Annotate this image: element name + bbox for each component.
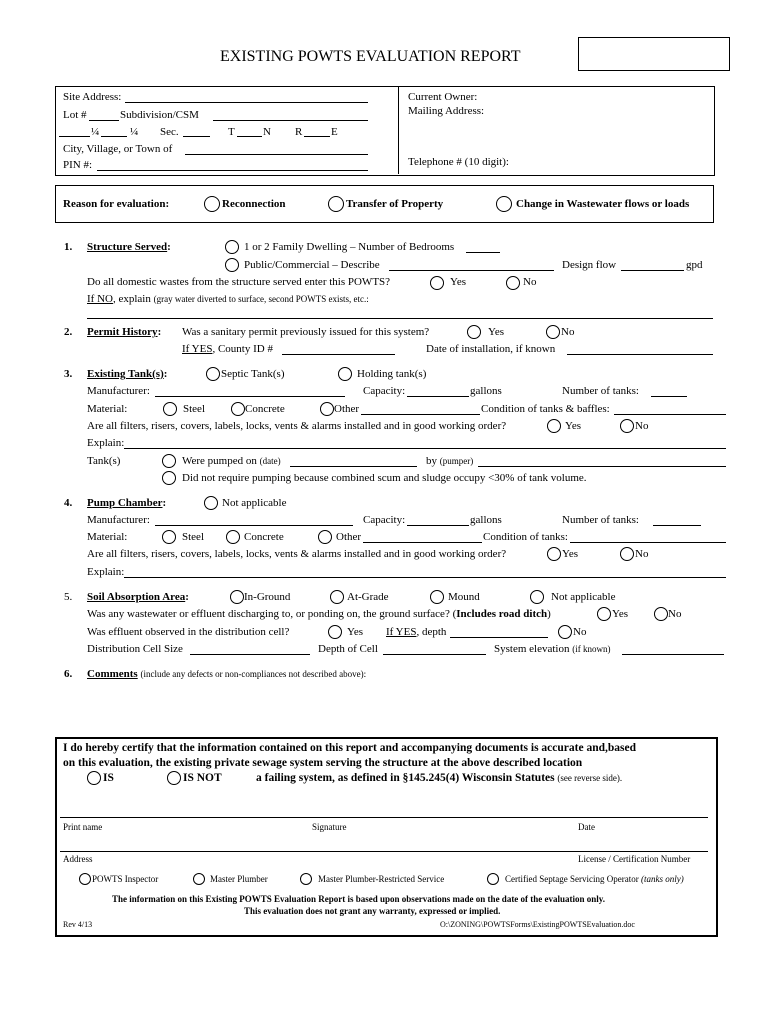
page-title: EXISTING POWTS EVALUATION REPORT [220, 48, 521, 65]
master-plumber-radio[interactable] [193, 873, 205, 885]
s5-q1-close: ) [547, 608, 551, 620]
s5-q2-yes-label: Yes [347, 626, 364, 638]
install-date-field[interactable] [567, 354, 713, 355]
site-info-box [55, 86, 715, 176]
s2-county-label: , County ID # [212, 343, 273, 355]
mound-radio[interactable] [430, 590, 444, 604]
s4-na-radio[interactable] [204, 496, 218, 510]
s3-capacity-field[interactable] [407, 396, 469, 397]
s5-na-label: Not applicable [551, 591, 616, 603]
at-grade-label: At-Grade [347, 591, 389, 603]
s5-q1: Was any wastewater or effluent discharging to, or ponding on, the ground surface? ( [87, 608, 457, 620]
s5-q2-no-radio[interactable] [558, 625, 572, 639]
s1-colon: : [167, 241, 171, 253]
t-field[interactable] [237, 136, 262, 137]
cert-note2: This evaluation does not grant any warranty, expressed or implied. [244, 906, 501, 916]
reason-transfer-label: Transfer of Property [346, 198, 444, 210]
by-label: by [426, 455, 437, 467]
s6-title: Comments [87, 668, 138, 680]
s4-manufacturer-label: Manufacturer: [87, 514, 150, 526]
signature-label: Signature [312, 822, 347, 832]
s1-number: 1. [64, 241, 73, 253]
s6-number: 6. [64, 668, 73, 680]
pumped-date-field[interactable] [290, 466, 417, 467]
s6-note: (include any defects or non-compliances not described above): [140, 669, 367, 679]
s4-num-tanks-field[interactable] [653, 525, 701, 526]
s3-colon: : [163, 368, 168, 380]
is-not-label: IS NOT [183, 772, 222, 784]
s1-if-no: If NO [87, 293, 113, 305]
r-field[interactable] [304, 136, 330, 137]
s2-yes-radio[interactable] [467, 325, 481, 339]
s3-condition-label: Condition of tanks & baffles: [481, 403, 610, 415]
s3-capacity-label: Capacity: [363, 385, 406, 397]
subdivision-label: Subdivision/CSM [120, 109, 199, 121]
name-signature-date-line[interactable] [60, 817, 708, 818]
cert-line1: I do hereby certify that the information contained on this report and accompanying documents is accurate and,based [63, 742, 636, 754]
s5-na-radio[interactable] [530, 590, 544, 604]
s5-q2-no-label: No [573, 626, 587, 638]
s5-depth-label: , depth [416, 626, 447, 638]
s3-steel-label: Steel [183, 403, 205, 415]
site-address-field[interactable] [125, 102, 368, 103]
bedrooms-field[interactable] [466, 252, 500, 253]
s3-no-radio[interactable] [620, 419, 634, 433]
mound-label: Mound [448, 591, 480, 603]
reason-transfer-radio[interactable] [328, 196, 344, 212]
lot-label: Lot # [63, 109, 87, 121]
city-field[interactable] [185, 154, 368, 155]
s1-question: Do all domestic wastes from the structure served enter this POWTS? [87, 276, 391, 288]
s3-explain-label: Explain: [87, 437, 125, 449]
sys-elev-if-known: (if known) [572, 644, 611, 654]
s3-number: 3. [64, 368, 73, 380]
s3-yes-label: Yes [565, 420, 582, 432]
cell-size-label: Distribution Cell Size [87, 643, 183, 655]
design-flow-label: Design flow [562, 259, 617, 271]
pin-label: PIN #: [63, 159, 93, 171]
s3-title: Existing Tank(s) [87, 368, 164, 380]
reason-change-radio[interactable] [496, 196, 512, 212]
is-label: IS [103, 772, 114, 784]
holding-tank-label: Holding tank(s) [357, 368, 427, 380]
cert-line2: on this evaluation, the existing private sewage system serving the structure at the above described location [63, 757, 583, 769]
s4-explain-field[interactable] [124, 577, 726, 578]
s3-tanks-label: Tank(s) [87, 455, 121, 467]
in-ground-label: In-Ground [244, 591, 291, 603]
s3-concrete-radio[interactable] [231, 402, 245, 416]
septic-tank-radio[interactable] [206, 367, 220, 381]
s4-other-field[interactable] [363, 542, 482, 543]
quarter1-label: ¼ [91, 126, 100, 138]
is-radio[interactable] [87, 771, 101, 785]
powts-inspector-radio[interactable] [79, 873, 91, 885]
s1-title: Structure Served [87, 241, 168, 253]
s3-no-label: No [635, 420, 649, 432]
s3-yes-radio[interactable] [547, 419, 561, 433]
not-require-pumping-radio[interactable] [162, 471, 176, 485]
s4-title: Pump Chamber [87, 497, 163, 509]
print-name-label: Print name [63, 822, 103, 832]
s4-na-label: Not applicable [222, 497, 287, 509]
permit-number-box[interactable] [578, 37, 730, 71]
s4-steel-label: Steel [182, 531, 204, 543]
failing-system-text: a failing system, as defined in §145.245(4) Wisconsin Statutes [256, 772, 555, 784]
s3-other-field[interactable] [361, 414, 480, 415]
public-commercial-radio[interactable] [225, 258, 239, 272]
license-label: License / Certification Number [578, 854, 691, 864]
sec-label: Sec. [160, 126, 179, 138]
s4-other-label: Other [336, 531, 362, 543]
describe-field[interactable] [389, 270, 554, 271]
s2-no-label: No [561, 326, 575, 338]
cert-note1: The information on this Existing POWTS Evaluation Report is based upon observations made on the date of the evaluation only. [112, 894, 606, 904]
date-label: Date [578, 822, 595, 832]
s2-no-radio[interactable] [546, 325, 560, 339]
s4-material-label: Material: [87, 531, 128, 543]
s3-manufacturer-label: Manufacturer: [87, 385, 150, 397]
s1-explain-note: (gray water diverted to surface, second POWTS exists, etc.: [153, 294, 369, 304]
s5-depth-field[interactable] [450, 637, 548, 638]
s2-if-yes: If YES [182, 343, 213, 355]
s4-explain-label: Explain: [87, 566, 125, 578]
s1-no-label: No [523, 276, 537, 288]
s1-no-radio[interactable] [506, 276, 520, 290]
sec-field[interactable] [183, 136, 210, 137]
s1-explain: , explain [112, 293, 151, 305]
pumped-date-label: (date) [259, 456, 281, 466]
s4-no-radio[interactable] [620, 547, 634, 561]
tanks-only-note: (tanks only) [640, 874, 684, 884]
septic-tank-label: Septic Tank(s) [221, 368, 285, 380]
master-plumber-label: Master Plumber [210, 874, 268, 884]
s3-material-label: Material: [87, 403, 128, 415]
s5-q1-road-ditch: Includes road ditch [456, 608, 548, 620]
sys-elev-field[interactable] [622, 654, 724, 655]
master-plumber-rs-label: Master Plumber-Restricted Service [318, 874, 445, 884]
t-label: T [228, 126, 235, 138]
s1-yes-label: Yes [450, 276, 467, 288]
s5-number: 5. [64, 591, 73, 603]
pumper-label: (pumper) [439, 456, 474, 466]
e-label: E [331, 126, 338, 138]
cell-size-field[interactable] [190, 654, 310, 655]
mailing-address-label: Mailing Address: [408, 105, 485, 117]
pumped-radio[interactable] [162, 454, 176, 468]
s5-if-yes: If YES [386, 626, 417, 638]
s5-q1-no-radio[interactable] [654, 607, 668, 621]
quarter2-label: ¼ [130, 126, 139, 138]
in-ground-radio[interactable] [230, 590, 244, 604]
county-id-field[interactable] [282, 354, 395, 355]
s5-q2-yes-radio[interactable] [328, 625, 342, 639]
is-not-radio[interactable] [167, 771, 181, 785]
s5-q2: Was effluent observed in the distribution cell? [87, 626, 290, 638]
pumped-label: Were pumped on [182, 455, 257, 467]
s4-capacity-field[interactable] [407, 525, 469, 526]
septage-operator-label: Certified Septage Servicing Operator [505, 874, 639, 884]
s4-num-tanks-label: Number of tanks: [562, 514, 639, 526]
s3-other-label: Other [334, 403, 360, 415]
depth-cell-label: Depth of Cell [318, 643, 378, 655]
family-dwelling-radio[interactable] [225, 240, 239, 254]
pin-field[interactable] [97, 170, 368, 171]
s5-q1-no-label: No [668, 608, 682, 620]
s4-steel-radio[interactable] [162, 530, 176, 544]
see-reverse: (see reverse side). [557, 773, 623, 783]
design-flow-field[interactable] [621, 270, 684, 271]
s3-condition-field[interactable] [614, 414, 726, 415]
public-commercial-label: Public/Commercial – Describe [244, 259, 380, 271]
s4-no-label: No [635, 548, 649, 560]
s3-steel-radio[interactable] [163, 402, 177, 416]
s5-colon: : [185, 591, 189, 603]
s4-other-radio[interactable] [318, 530, 332, 544]
s4-question: Are all filters, risers, covers, labels, locks, vents & alarms installed and in good working order? [87, 548, 507, 560]
s4-concrete-radio[interactable] [226, 530, 240, 544]
powts-inspector-label: POWTS Inspector [92, 874, 159, 884]
s4-gallons-label: gallons [470, 514, 502, 526]
pumper-field[interactable] [478, 466, 726, 467]
revision-label: Rev 4/13 [63, 920, 93, 929]
reason-label: Reason for evaluation: [63, 198, 170, 210]
quarter2-field[interactable] [101, 136, 127, 137]
not-require-pumping-label: Did not require pumping because combined scum and sludge occupy <30% of tank volume. [182, 472, 587, 484]
install-date-label: Date of installation, if known [426, 343, 556, 355]
s3-num-tanks-label: Number of tanks: [562, 385, 639, 397]
s2-number: 2. [64, 326, 73, 338]
gpd-label: gpd [686, 259, 703, 271]
s3-explain-field[interactable] [124, 448, 726, 449]
s4-manufacturer-field[interactable] [155, 525, 353, 526]
master-plumber-rs-radio[interactable] [300, 873, 312, 885]
r-label: R [295, 126, 303, 138]
s3-concrete-label: Concrete [245, 403, 285, 415]
current-owner-label: Current Owner: [408, 91, 478, 103]
family-dwelling-label: 1 or 2 Family Dwelling – Number of Bedrooms [244, 241, 455, 253]
sys-elev-label: System elevation [494, 643, 570, 655]
file-path-label: O:\ZONING\POWTSForms\ExistingPOWTSEvaluation.doc [440, 920, 635, 929]
subdivision-field[interactable] [213, 120, 368, 121]
depth-cell-field[interactable] [383, 654, 486, 655]
lot-field[interactable] [89, 120, 119, 121]
s2-question: Was a sanitary permit previously issued for this system? [182, 326, 430, 338]
s5-q1-yes-radio[interactable] [597, 607, 611, 621]
s4-capacity-label: Capacity: [363, 514, 406, 526]
s4-condition-field[interactable] [570, 542, 726, 543]
reason-change-label: Change in Wastewater flows or loads [516, 198, 690, 210]
s3-num-tanks-field[interactable] [651, 396, 687, 397]
s4-condition-label: Condition of tanks: [483, 531, 568, 543]
s4-colon: : [162, 497, 167, 509]
s2-title: Permit History [87, 326, 158, 338]
septage-operator-radio[interactable] [487, 873, 499, 885]
s3-gallons-label: gallons [470, 385, 502, 397]
s4-yes-label: Yes [562, 548, 579, 560]
s3-other-radio[interactable] [320, 402, 334, 416]
site-address-label: Site Address: [63, 91, 122, 103]
n-label: N [263, 126, 271, 138]
s4-yes-radio[interactable] [547, 547, 561, 561]
s4-number: 4. [64, 497, 73, 509]
s1-explain-field[interactable] [87, 318, 713, 319]
s5-q1-yes-label: Yes [612, 608, 629, 620]
reason-reconnection-label: Reconnection [222, 198, 286, 210]
s3-question: Are all filters, risers, covers, labels, locks, vents & alarms installed and in good working order? [87, 420, 507, 432]
s5-title: Soil Absorption Area [87, 591, 186, 603]
holding-tank-radio[interactable] [338, 367, 352, 381]
s1-yes-radio[interactable] [430, 276, 444, 290]
city-label: City, Village, or Town of [63, 143, 173, 155]
quarter1-field[interactable] [59, 136, 90, 137]
at-grade-radio[interactable] [330, 590, 344, 604]
telephone-label: Telephone # (10 digit): [408, 156, 509, 168]
s2-colon: : [157, 326, 162, 338]
s4-concrete-label: Concrete [244, 531, 284, 543]
s3-manufacturer-field[interactable] [155, 396, 345, 397]
reason-reconnection-radio[interactable] [204, 196, 220, 212]
s2-yes-label: Yes [488, 326, 505, 338]
address-license-line[interactable] [60, 851, 708, 852]
address-label: Address [63, 854, 93, 864]
